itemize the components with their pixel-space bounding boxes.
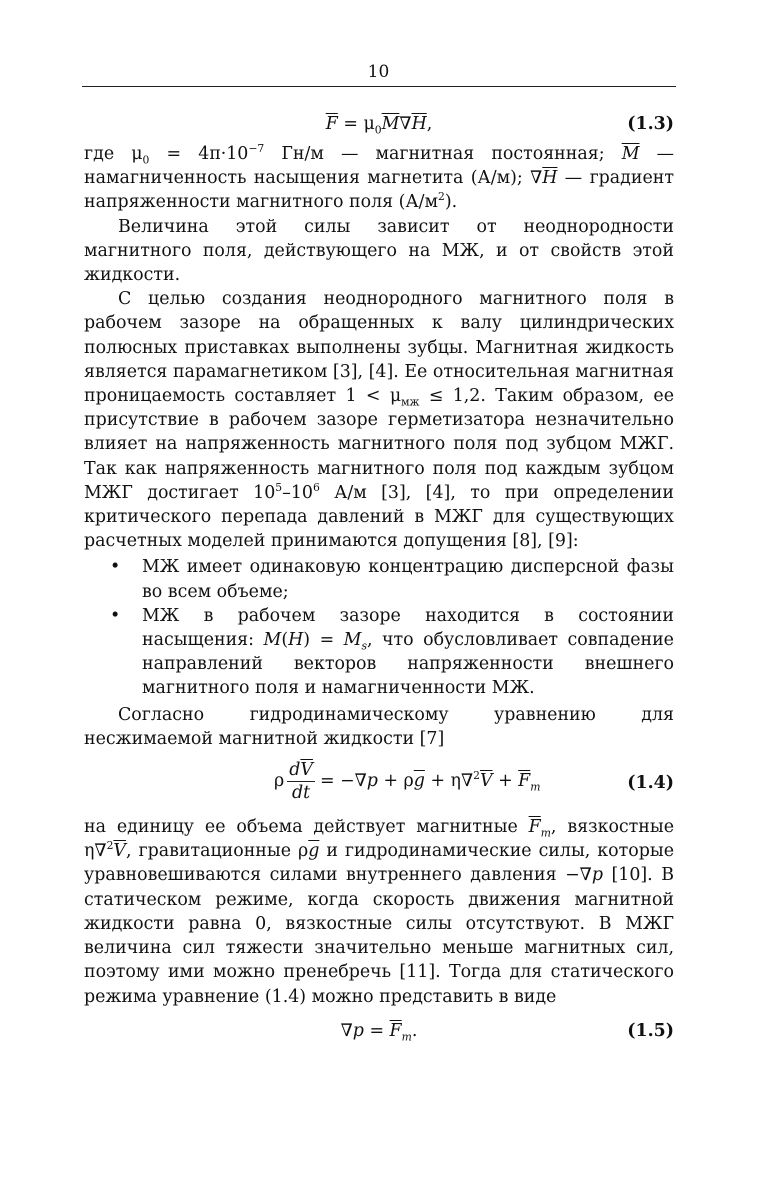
paragraph-hydrodynamic: Согласно гидродинамическому уравнению для несжимаемой магнитной жидкости [7] [84,704,674,749]
paragraph-forces: на единицу ее объема действует магнитные $\overline{F}_m$, вязкостные $\eta\nabla^2\overline{V}$, гравитационные $\rho\overline{g}$ и гидродинамические силы, которые уравновешиваются силами внутреннего давления −∇p [10]. В статическом режиме, когда скорость движения магнитной жидкости равна 0, вязкостные силы отсутствуют. В МЖГ величина сил тяжести значительно меньше магнитных сил, поэтому ими можно пренебречь [11]. Тогда для статического режима уравнение (1.4) можно представить в виде [84,817,675,1007]
equation-1-3-expression: $\overline{F} = \mu_0\overline{M}\nabla\overline{H}$, [325,114,433,137]
equation-1-5-expression: $\nabla p = \overline{F}_m$. [340,1020,418,1044]
list-item: • МЖ имеет одинаковую концентрацию дисперсной фазы во всем объеме; [84,555,674,603]
equation-1-3 [84,112,674,142]
equation-1-4-number: (1.4) [627,773,674,794]
equation-1-5-number: (1.5) [627,1020,674,1041]
equation-1-5 [84,1019,674,1049]
paragraph-force-magnitude: Величина этой силы зависит от неоднородности магнитного поля, действующего на МЖ, и от свойств этой жидкости. [84,216,674,286]
equation-1-4 [84,757,674,811]
header-rule [82,86,676,87]
paragraph-teeth: С целью создания неоднородного магнитного поля в рабочем зазоре на обращенных к валу цилиндрических полюсных приставках выполнены зубцы. Магнитная жидкость является парамагнетиком [3], [4]. Ее относительная магнитная проницаемость составляет $1 < \mu_{мж} \le 1,2$. Таким образом, ее присутствие в рабочем зазоре герметизатора незначительно влияет на напряженность магнитного поля под зубцом МЖГ. Так как напряженность магнитного поля под каждым зубцом МЖГ достигает $10^5-10^6$ А/м [3], [4], то при определении критического перепада давлений в МЖГ для существующих расчетных моделей принимаются допущения [8], [9]: [84,289,674,552]
page-number: 10 [367,62,390,82]
page-body [84,112,674,1049]
paragraph-definitions: где $\mu_0 = 4\pi\cdot 10^{-7}$ Гн/м — магнитная постоянная; $\overline{M}$ — намагниченность насыщения магнетита (А/м); $\nabla\overline{H}$ — градиент напряженности магнитного поля $(А/м^2)$. [84,142,675,213]
assumptions-list [84,555,674,700]
equation-1-3-number: (1.3) [627,114,674,134]
equation-1-4-expression: ρ $\frac{d\overline{V}}{dt}$ = $-\nabla p + \rho\overline{g} + \eta\nabla^2\overline{V} + \overline{F}_m$ [274,760,541,804]
list-item: • МЖ в рабочем зазоре находится в состоянии насыщения: $M(H) = M_s$, что обусловливает совпадение направлений векторов напряженности внешнего магнитного поля и намагниченности МЖ. [84,604,674,701]
